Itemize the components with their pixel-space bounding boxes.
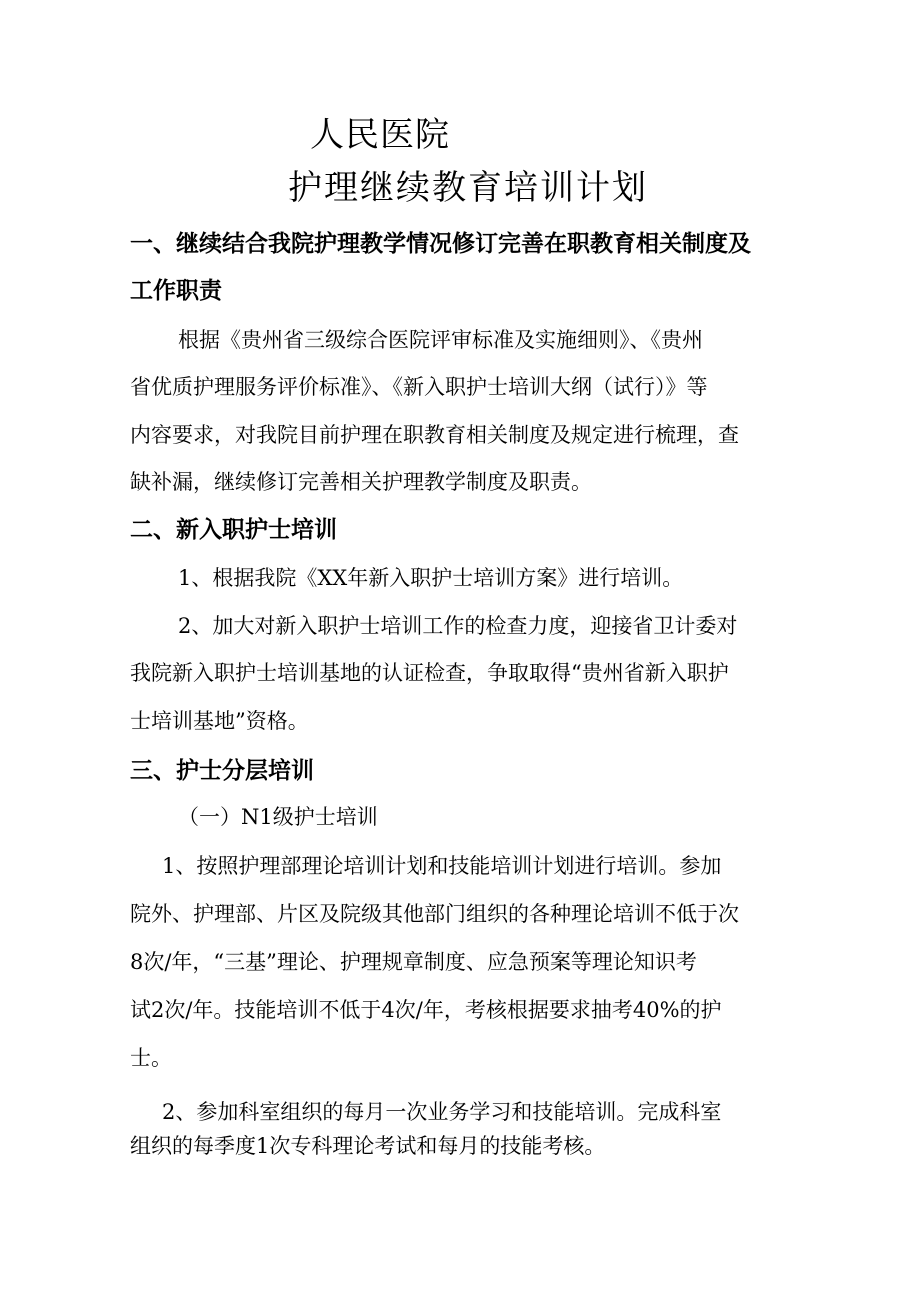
section1-para-line3: 内容要求，对我院目前护理在职教育相关制度及规定进行梳理，查 — [130, 423, 739, 447]
section3-item2-line1: 2、参加科室组织的每月一次业务学习和技能培训。完成科室 — [162, 1100, 722, 1124]
section2-item2-line3: 士培训基地”资格。 — [130, 709, 309, 733]
section3-item1-line4: 试2次/年。技能培训不低于4次/年，考核根据要求抽考40%的护 — [130, 998, 722, 1022]
section3-subheading: （一）N1级护士培训 — [178, 805, 378, 829]
section2-item1: 1、根据我院《XX年新入职护士培训方案》进行培训。 — [178, 566, 684, 590]
document-title: 护理继续教育培训计划 — [288, 168, 648, 208]
section1-para-line4: 缺补漏，继续修订完善相关护理教学制度及职责。 — [130, 470, 592, 494]
section2-heading: 二、新入职护士培训 — [130, 517, 337, 543]
section3-item1-line5: 士。 — [130, 1046, 172, 1070]
section1-para-line2: 省优质护理服务评价标准》、《新入职护士培训大纲（试行）》等 — [130, 375, 708, 399]
hospital-title: 人民医院 — [310, 115, 450, 155]
section2-item2-line2: 我院新入职护士培训基地的认证检查，争取取得“贵州省新入职护 — [130, 661, 729, 685]
section1-heading-line2: 工作职责 — [130, 278, 222, 304]
section3-item1-line3: 8次/年，“三基”理论、护理规章制度、应急预案等理论知识考 — [130, 950, 697, 974]
section1-heading-line1: 一、继续结合我院护理教学情况修订完善在职教育相关制度及 — [130, 231, 751, 257]
section2-item2-line1: 2、加大对新入职护士培训工作的检查力度，迎接省卫计委对 — [178, 614, 738, 638]
section3-item1-line1: 1、按照护理部理论培训计划和技能培训计划进行培训。参加 — [162, 854, 722, 878]
section3-item1-line2: 院外、护理部、片区及院级其他部门组织的各种理论培训不低于次 — [130, 902, 739, 926]
section1-para-line1: 根据《贵州省三级综合医院评审标准及实施细则》、《贵州 — [178, 328, 703, 352]
section3-heading: 三、护士分层培训 — [130, 758, 314, 784]
section3-item2-line2: 组织的每季度1次专科理论考试和每月的技能考核。 — [130, 1134, 606, 1158]
